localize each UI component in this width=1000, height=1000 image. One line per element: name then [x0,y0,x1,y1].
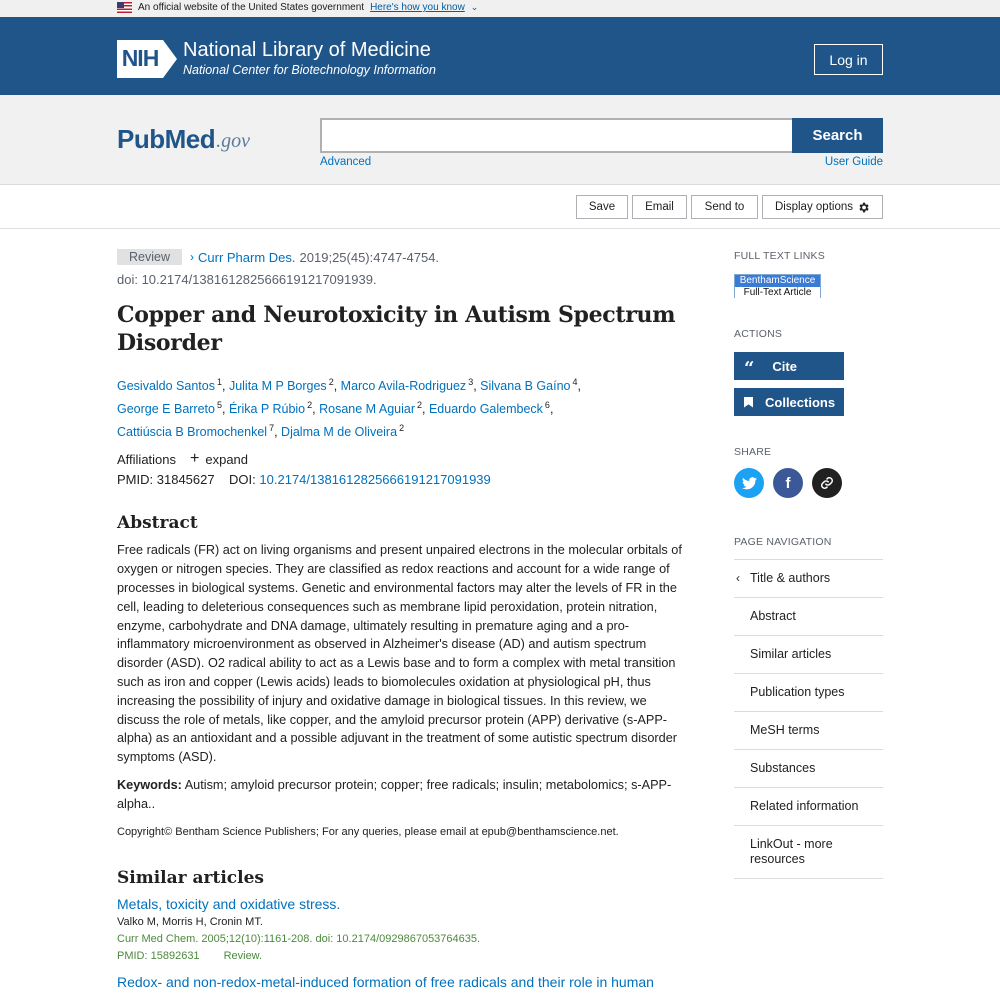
author-list: Gesivaldo Santos $^1$, Julita M P Borges $^2$, Marco Avila-Rodriguez $^3$, Silvana B Gaíno $^4$, George E Barreto $^5$, Érika P Rúbio $^2$, Rosane M Aguiar $^2$, Eduardo Galembeck $^6$, Cattiúscia B Bromochenkel $^7$, Djalma M de Oliveira $^2$ [117,377,581,440]
nav-item-label: LinkOut - more resources [750,837,833,866]
pmid-label: PMID: [117,472,154,488]
affiliation-number[interactable]: 3 [468,377,474,387]
author-link[interactable]: Érika P Rúbio [228,402,306,417]
nav-item-label: Similar articles [750,647,832,661]
us-flag-icon [117,2,132,13]
doi-label: DOI: [229,472,256,488]
author-link[interactable]: George E Barreto [117,402,215,417]
chevron-left-icon: ‹ [736,571,740,585]
affiliation-number[interactable]: 2 [399,423,405,434]
bentham-label-top: BenthamScience [735,275,820,287]
abstract-text: Free radicals (FR) act on living organisms and present unpaired electrons in the molecular orbitals of oxygen or nitrogen species. They are classified as redox reactions and account for a wide range of processes in biological systems. Genetic and environmental factors may alter the levels of FR in the cell, leading to deleterious consequences such as membrane lipid peroxidation, protein nitration, enzyme, carbohydrate and DNA damage, ultimately resulting in premature aging and a pro-inflammatory microenvironment as observed in Alzheimer's disease (AD) and autism spectrum disorder (ASD). O2 radical ability to act as a Lewis base and to form a complex with metal transition such as iron and copper (Lewis acids) leads to biomolecules oxidation at physiological pH, thus increasing the possibility of injury and oxidative damage in biological tissues. In this review, we discuss the role of metals, like copper, and the amyloid precursor protein (APP) derivative (s-APP-alpha) as an antioxidant and a possible adjuvant in the treatment of some autistic spectrum disorder symptoms (ASD). [117,543,682,765]
bookmark-icon [744,397,753,408]
chevron-right-icon[interactable]: › [190,250,194,264]
gear-icon [857,201,870,214]
page-navigation-heading: PAGE NAVIGATION [734,536,832,548]
abstract-heading: Abstract [117,513,198,534]
author-link[interactable]: Djalma M de Oliveira [281,425,398,440]
nih-header [0,17,1000,95]
nav-item-label: MeSH terms [750,723,820,737]
author-link[interactable]: Cattiúscia B Bromochenkel [117,425,268,440]
save-label: Save [588,201,616,213]
nav-item-substances[interactable] [734,750,883,788]
citation-text: 2019;25(45):4747-4754. [299,249,440,265]
pmid-value: 31845627 [156,472,215,488]
email-button[interactable] [632,195,687,219]
similar-article-pmid: PMID: 15892631 [117,949,200,962]
share-buttons [734,468,883,498]
affiliation-number[interactable]: 2 [417,400,423,411]
nav-item-label: Title & authors [750,571,831,585]
expand-affiliations-link[interactable]: expand [205,451,249,467]
pubmed-logo-gov: .gov [216,130,250,152]
nlm-logo[interactable] [117,39,436,78]
nav-item-label: Substances [750,761,816,775]
author-link[interactable]: Rosane M Aguiar [319,402,415,417]
plus-icon[interactable]: + [190,450,200,468]
pubmed-logo-med: Med [164,124,216,154]
affiliation-number[interactable]: 6 [544,400,550,411]
affiliation-number[interactable]: 2 [328,377,334,387]
quote-icon: “ [744,358,755,379]
display-options-label: Display options [775,201,853,213]
email-label: Email [645,201,674,213]
heres-how-you-know-link[interactable]: Here's how you know [370,2,465,13]
nav-item-label: Related information [750,799,859,813]
similar-article [117,896,682,962]
sidebar [734,250,883,879]
nav-item-linkout[interactable] [734,826,883,879]
article-title: Copper and Neurotoxicity in Autism Spectrum Disorder [117,302,676,356]
similar-article-title[interactable]: Metals, toxicity and oxidative stress. [117,895,341,912]
facebook-icon[interactable]: f [773,468,803,498]
nav-item-publication-types[interactable] [734,674,883,712]
affiliations-label: Affiliations [117,451,177,467]
author-link[interactable]: Julita M P Borges [228,379,327,394]
collections-button[interactable] [734,388,844,416]
ncbi-name: National Center for Biotechnology Information [183,63,436,77]
similar-article-authors: Valko M, Morris H, Cronin MT. [117,915,263,928]
search-button[interactable]: Search [792,118,883,153]
nav-item-label: Publication types [750,685,845,699]
author-link[interactable]: Gesivaldo Santos [117,379,215,394]
journal-link[interactable]: Curr Pharm Des. [198,249,296,265]
keywords-text: Autism; amyloid precursor protein; copper; free radicals; insulin; metabolomics; s-APP-alpha.. [117,778,672,811]
similar-article-title[interactable]: Redox- and non-redox-metal-induced formation of free radicals and their role in human [117,973,654,990]
twitter-icon[interactable] [734,468,764,498]
search-band [0,95,1000,185]
chevron-down-icon[interactable]: ⌄ [470,2,479,12]
nlm-name: National Library of Medicine [183,39,431,61]
similar-article-citation: Curr Med Chem. 2005;12(10):1161-208. doi: 10.2174/0929867053764635. [117,932,481,945]
nih-arrow-icon [163,40,177,78]
nav-item-title-authors[interactable] [734,560,883,598]
gov-banner [0,0,1000,17]
cite-label: Cite [772,358,797,374]
actions-heading: ACTIONS [734,328,783,340]
affiliation-number[interactable]: 5 [216,400,222,411]
nav-item-mesh-terms[interactable] [734,712,883,750]
bentham-label-bottom: Full-Text Article [735,287,820,298]
nav-item-related-information[interactable] [734,788,883,826]
nav-item-abstract[interactable] [734,598,883,636]
article-meta [117,248,682,266]
display-options-button[interactable] [762,195,883,219]
full-text-links-heading: FULL TEXT LINKS [734,250,825,262]
author-link[interactable]: Eduardo Galembeck [428,402,543,417]
share-heading: SHARE [734,446,772,458]
user-guide-link[interactable]: User Guide [824,156,883,168]
login-button[interactable]: Log in [814,44,883,75]
affiliation-number[interactable]: 2 [307,400,313,411]
cite-button[interactable] [734,352,844,380]
nav-item-similar-articles[interactable] [734,636,883,674]
gov-banner-text: An official website of the United States government [138,2,365,13]
affiliation-number[interactable]: 7 [269,423,275,434]
send-to-button[interactable] [691,195,758,219]
page-navigation [734,559,883,879]
link-icon[interactable] [812,468,842,498]
affiliation-number[interactable]: 4 [572,377,578,387]
nih-logo-box: NIH [117,40,163,78]
send-to-label: Send to [704,201,745,213]
affiliations-row [117,450,682,468]
nav-item-label: Abstract [750,609,796,623]
save-button[interactable] [576,195,628,219]
similar-articles-heading: Similar articles [117,867,265,888]
search-input[interactable] [320,118,792,153]
similar-article-type: Review. [223,949,263,962]
bentham-full-text-link[interactable] [734,274,821,298]
author-link[interactable]: Marco Avila-Rodriguez [340,379,467,394]
identifiers-row [117,472,682,487]
publication-type-badge: Review [117,249,182,265]
author-link[interactable]: Silvana B Gaíno [480,379,571,394]
collections-label: Collections [765,394,836,410]
advanced-search-link[interactable]: Advanced [320,156,372,168]
article-main [117,248,682,991]
affiliation-number[interactable]: 1 [216,377,222,387]
pubmed-logo-pub: Pub [117,124,165,154]
keywords-label: Keywords: [117,778,182,793]
keywords [117,776,682,814]
doi-link[interactable]: 10.2174/1381612825666191217091939 [259,472,491,488]
pubmed-logo[interactable] [117,115,250,155]
doi-line: doi: 10.2174/1381612825666191217091939. [117,272,377,287]
similar-article-pmid-row [117,950,682,962]
copyright-text: Copyright© Bentham Science Publishers; For any queries, please email at epub@benthamscience.net. [117,825,619,838]
article-toolbar [0,185,1000,229]
